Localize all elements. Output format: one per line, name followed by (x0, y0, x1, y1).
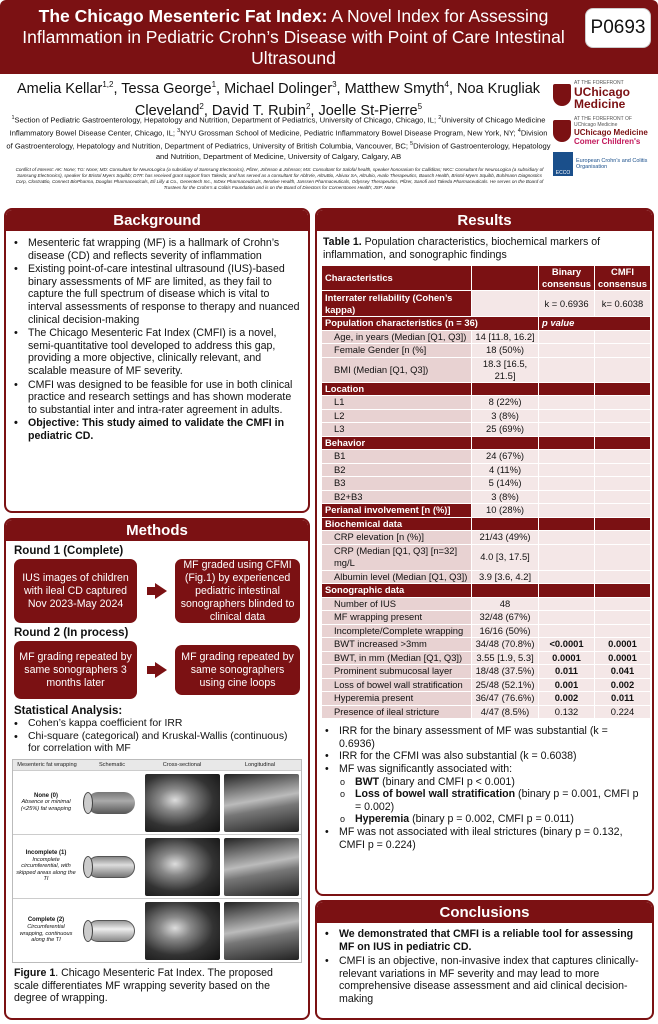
table-1-title: Table 1. Population characteristics, biochemical markers of inflammation, and sonographic findings (323, 236, 601, 261)
list-item: • The Chicago Mesenteric Fat Index (CMFI) is a novel, semi-quantitative tool developed to address this gap, providing a more objective, clinically relevant, and scalable measure of MF severity. (14, 327, 300, 377)
table-row: BWT increased >3mm 34/48 (70.8%) <0.0001 0.0001 (322, 638, 651, 652)
conclusions-list (317, 923, 652, 1006)
table-row: B2 4 (11%) (322, 463, 651, 477)
figure-column-headers: Mesenteric fat wrapping Schematic Cross-sectional Longitudinal (13, 760, 301, 770)
results-bullets (317, 719, 652, 851)
list-subitem: o Loss of bowel wall stratification (binary p = 0.001, CMFI p = 0.002) (325, 788, 646, 813)
section-row: Behavior (322, 436, 651, 450)
schematic-complete-image (81, 914, 141, 948)
ecco-box-icon: ECCO (553, 152, 573, 176)
table-row: Hyperemia present 36/47 (76.6%) 0.002 0.011 (322, 692, 651, 706)
table-row: CRP elevation [n (%)] 21/43 (49%) (322, 531, 651, 545)
table-row: Loss of bowel wall stratification 25/48 (52.1%) 0.001 0.002 (322, 678, 651, 692)
round2-step2: MF grading repeated by same sonographers using cine loops (175, 645, 300, 695)
poster-header (0, 0, 658, 74)
longitudinal-image (224, 902, 299, 960)
table-1 (321, 265, 651, 719)
section-row: Location (322, 382, 651, 396)
background-panel (4, 208, 310, 513)
comer-shield-icon (553, 120, 571, 142)
schematic-none-image (81, 786, 141, 820)
table-row: Presence of ileal stricture 4/47 (8.5%) 0.132 0.224 (322, 705, 651, 719)
objective-item: • Objective: This study aimed to validate the CMFI in pediatric CD. (14, 417, 300, 442)
methods-heading: Methods (6, 520, 308, 541)
table-row: Albumin level (Median [Q1, Q3]) 3.9 [3.6, 4.2] (322, 570, 651, 584)
table-row: BMI (Median [Q1, Q3]) 18.3 [16.5, 21.5] (322, 357, 651, 382)
round2-title: Round 2 (In process) (14, 627, 129, 639)
list-item: • We demonstrated that CMFI is a reliable tool for assessing MF on IUS in pediatric CD. (325, 928, 644, 953)
schematic-incomplete-image (81, 850, 141, 884)
table-row: Age, in years (Median [Q1, Q3]) 14 [11.8, 16.2] (322, 330, 651, 344)
round1-step2: MF graded using CFMI (Fig.1) by experienced pediatric intestinal sonographers blinded to clinical data (175, 559, 300, 623)
table-row: Female Gender [n (%] 18 (50%) (322, 344, 651, 358)
round2-step1: MF grading repeated by same sonographers 3 months later (14, 641, 137, 699)
figure-row-complete: Complete (2) Circumferential wrapping, continuous along the TI (13, 898, 301, 962)
table-row: B3 5 (14%) (322, 477, 651, 491)
results-panel (315, 208, 654, 896)
list-item: • CMFI is an objective, non-invasive index that captures clinically-relevant variations in MF severity and may lead to more comprehensive disease assessment and aid clinical decision-making (325, 955, 644, 1005)
conflict-of-interest: Conflict of Interest: AK: None; TG: None; MD: Consultant for NeuroLogica (a subsidiary of Samsung Electronics), Pfizer, Johnson & Johnson; MS: Consultant for Salofal health, speaker honorarium for Calliditas; NKC: Consultant for NeuroLogica (a subsidiary of Samsung Electronics), speaker for Bristol Myers Squibb; DTR: has received grant support from Takeda; and has served as a consultant for AbbVie, AltruBio, Abivax SA, Altrubio, Avalo Therapeutics, Bausch Health, Bristol-Myers Squibb, Buhlmann Diagnostics Corp, ClostraBio, Connect BioPharma, Douglas Pharmaceuticals, Eli Lilly & Co., Genentech Inc., InDex Pharmaceuticals, Iterative Health, Janssen Pharmaceuticals, Odyssey Therapeutics, Pfizer, Sanofi and Takeda Pharmaceuticals. He serves on the Board of Trustees for the Crohn’s & Colitis Foundation and is on the Board of Directors for Cornerstones Health; JSP: None (15, 167, 544, 190)
list-item: • MF was not associated with ileal strictures (binary p = 0.132, CMFI p = 0.224) (325, 826, 646, 851)
round1-title: Round 1 (Complete) (14, 545, 124, 557)
figure-1 (12, 759, 302, 963)
table-row: Number of IUS 48 (322, 597, 651, 611)
table-row: Prominent submucosal layer 18/48 (37.5%) 0.011 0.041 (322, 665, 651, 679)
uchicago-shield-icon (553, 84, 571, 106)
list-item: • MF was significantly associated with: (325, 763, 646, 776)
poster-title: The Chicago Mesenteric Fat Index: A Novel Index for Assessing Inflammation in Pediatric Crohn’s Disease with Point of Care Intestinal Ultrasound (22, 6, 565, 68)
table-row: MF wrapping present 32/48 (67%) (322, 611, 651, 625)
figure-row-none: None (0) Absence or minimal (<25%) fat wrapping (13, 770, 301, 834)
arrow-right-icon (155, 662, 167, 678)
statistical-analysis-list (6, 718, 308, 755)
background-list (6, 231, 308, 443)
round2-flow (6, 641, 308, 699)
list-item: • CMFI was designed to be feasible for use in both clinical practice and research settings and has shown moderate to substantial inter and intra-rater agreement in adults. (14, 379, 300, 417)
conclusions-heading: Conclusions (317, 902, 652, 923)
background-heading: Background (6, 210, 308, 231)
section-row: Population characteristics (n = 36) p value (322, 317, 651, 331)
list-item: • Mesenteric fat wrapping (MF) is a hallmark of Crohn’s disease (CD) and reflects severity of inflammation (14, 237, 300, 262)
figure-row-incomplete: Incomplete (1) Incomplete circumferential, with skipped areas along the TI (13, 834, 301, 898)
table-row: Incomplete/Complete wrapping 16/16 (50%) (322, 624, 651, 638)
section-row: Sonographic data (322, 584, 651, 598)
statistical-analysis-title: Statistical Analysis: (14, 705, 123, 717)
uchicago-medicine-logo: AT THE FOREFRONT UChicago Medicine (553, 80, 655, 110)
table-row: L2 3 (8%) (322, 409, 651, 423)
conclusions-panel (315, 900, 654, 1020)
logo-column (553, 80, 655, 182)
list-item: • IRR for the binary assessment of MF was substantial (k = 0.6936) (325, 725, 646, 750)
figure-1-caption: Figure 1. Chicago Mesenteric Fat Index. The proposed scale differentiates MF wrapping severity based on the degree of wrapping. (14, 967, 273, 1005)
methods-panel (4, 518, 310, 1020)
table-header-row: Characteristics Binary consensus CMFI consensus (322, 266, 651, 291)
poster-id-badge: P0693 (585, 8, 651, 48)
affiliations: $^1$Section of Pediatric Gastroenterology, Hepatology and Nutrition, Department of Pediatrics, University of Chicago, Chicago, IL; $^2$University of Chicago Medicine Inflammatory Bowel Disease Center, Chicago, IL; $^3$NYU Grossman School of Medicine, Pediatric Inflammatory Bowel Disease Program, New York, NY; $^4$Division of Gastroenterology, Hepatology and Nutrition, Department of Pediatrics, University of British Columbia, Vancouver, BC; $^5$Division of Gastroenterology, Hepatology and Nutrition, Department of Medicine, University of Calgary, Calgary, AB (6, 115, 551, 162)
table-row: Interrater reliability (Cohen’s kappa) k = 0.6936 k= 0.6038 (322, 291, 651, 317)
longitudinal-image (224, 774, 299, 832)
list-item: • Cohen’s kappa coefficient for IRR (14, 718, 300, 730)
longitudinal-image (224, 838, 299, 896)
round1-flow (6, 559, 308, 623)
list-subitem: o Hyperemia (binary p = 0.002, CMFI p = 0.011) (325, 813, 646, 826)
table-row: B2+B3 3 (8%) (322, 490, 651, 504)
table-row: L1 8 (22%) (322, 396, 651, 410)
table-row: CRP (Median [Q1, Q3] [n=32] mg/L 4.0 [3, 17.5] (322, 544, 651, 570)
table-row: L3 25 (69%) (322, 423, 651, 437)
list-item: • Existing point-of-care intestinal ultrasound (IUS)-based binary assessments of MF are limited, as they fail to capture the full spectrum of disease which is vital to interval assessments of response to therapy and nuanced clinical decision-making (14, 263, 300, 326)
cross-sectional-image (145, 838, 220, 896)
cross-sectional-image (145, 902, 220, 960)
section-row: Perianal involvement [n (%)] 10 (28%) (322, 504, 651, 518)
section-row: Biochemical data (322, 517, 651, 531)
author-list: Amelia Kellar$^{1,2}$, Tessa George$^1$, Michael Dolinger$^3$, Matthew Smyth$^4$, Noa Krugliak Cleveland$^2$, David T. Rubin$^2$, Joelle St-Pierre$^5$ (16, 80, 541, 119)
comer-childrens-logo: AT THE FOREFRONT OF UChicago Medicine UChicago Medicine Comer Children's (553, 116, 655, 146)
list-subitem: o BWT (binary and CMFI p < 0.001) (325, 776, 646, 789)
round1-step1: IUS images of children with ileal CD captured Nov 2023-May 2024 (14, 559, 137, 623)
arrow-right-icon (155, 583, 167, 599)
table-row: B1 24 (67%) (322, 450, 651, 464)
table-row: BWT, in mm (Median [Q1, Q3]) 3.55 [1.9, 5.3] 0.0001 0.0001 (322, 651, 651, 665)
results-heading: Results (317, 210, 652, 231)
list-item: • IRR for the CFMI was also substantial (k = 0.6038) (325, 750, 646, 763)
list-item: • Chi-square (categorical) and Kruskal-Wallis (continuous) for correlation with MF (14, 731, 300, 755)
ecco-logo: ECCO European Crohn's and Colitis Organisation (553, 152, 655, 176)
cross-sectional-image (145, 774, 220, 832)
